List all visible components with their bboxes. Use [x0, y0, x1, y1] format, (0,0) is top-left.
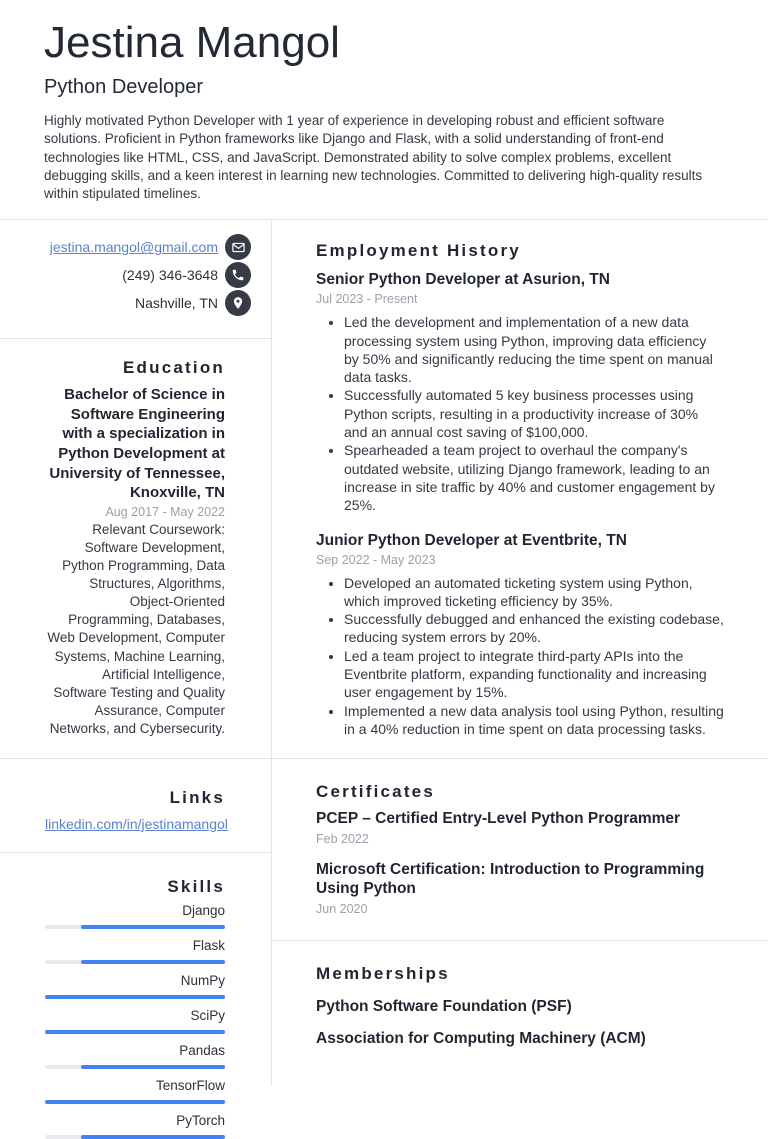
job-bullet: • Spearheaded a team project to overhaul the company's outdated website, utilizing Django framework, leading to an increase in site traffic by 40% and customer engagement by 25%.: [344, 441, 724, 514]
education-section: [0, 339, 271, 759]
candidate-job-title: Python Developer: [44, 76, 203, 99]
job-entry: [316, 531, 724, 739]
job-dates: Sep 2022 - May 2023: [316, 552, 436, 567]
membership-item: Python Software Foundation (PSF): [316, 997, 572, 1015]
employment-section: [272, 220, 768, 759]
certificate-title: Microsoft Certification: Introduction to Programming Using Python: [316, 860, 705, 898]
skill-item: [45, 1112, 225, 1139]
skill-item: [45, 972, 225, 999]
links-heading: Links: [169, 787, 225, 807]
job-entry: [316, 270, 724, 514]
mail-icon: [225, 234, 251, 260]
skill-fill: [45, 1100, 225, 1104]
education-dates: Aug 2017 - May 2022: [105, 504, 225, 519]
education-heading: Education: [123, 358, 225, 378]
skill-fill: [81, 925, 225, 929]
memberships-section: [272, 941, 768, 1072]
skills-list: [45, 902, 225, 1139]
skill-fill: [45, 995, 225, 999]
job-bullet: • Led a team project to integrate third-party APIs into the Eventbrite platform, expanding functionality and increasing user engagement by 15%.: [344, 647, 724, 702]
education-degree: Bachelor of Science in Software Engineering with a specialization in Python Development at University of Tennessee, Knoxville, TN: [49, 386, 225, 502]
sidebar: [0, 220, 272, 1128]
skill-item: [45, 1077, 225, 1104]
jobs-list: [316, 270, 724, 738]
skill-bar: [45, 1135, 225, 1139]
memberships-list: [316, 997, 724, 1048]
skill-label: PyTorch: [176, 1112, 225, 1128]
links-list: [45, 815, 228, 834]
skill-item: [45, 902, 225, 929]
skill-fill: [81, 1065, 225, 1069]
candidate-name: Jestina Mangol: [44, 18, 340, 67]
certificates-heading: Certificates: [316, 782, 435, 802]
certificate-entry: [316, 860, 724, 916]
skill-bar: [45, 1100, 225, 1104]
skill-label: NumPy: [180, 972, 225, 988]
skill-label: SciPy: [190, 1007, 225, 1023]
skill-fill: [81, 1135, 225, 1139]
location-text: Nashville, TN: [135, 295, 218, 312]
skill-bar: [45, 995, 225, 999]
phone-number: (249) 346-3648: [122, 267, 218, 284]
job-bullet: • Successfully debugged and enhanced the existing codebase, reducing system errors by 20%.: [344, 610, 724, 647]
email-link[interactable]: jestina.mangol@gmail.com: [49, 239, 218, 256]
job-bullet: • Developed an automated ticketing system using Python, which improved ticketing efficiency by 35%.: [344, 574, 724, 611]
linkedin-link[interactable]: linkedin.com/in/jestinamangol: [45, 815, 228, 832]
skill-item: [45, 937, 225, 964]
job-bullet-list: [316, 313, 724, 514]
skill-label: Django: [182, 902, 225, 918]
skill-label: Flask: [192, 937, 225, 953]
links-section: [0, 759, 271, 853]
skill-item: [45, 1042, 225, 1069]
location-pin-icon: [225, 290, 251, 316]
job-title: Senior Python Developer at Asurion, TN: [316, 271, 610, 289]
contact-section: [0, 220, 271, 339]
job-bullet: • Successfully automated 5 key business processes using Python scripts, resulting in a productivity increase of 30% and an annual cost saving of $100,000.: [344, 386, 724, 441]
profile-summary: Highly motivated Python Developer with 1 year of experience in developing robust and efficient software solutions. Proficient in Python frameworks like Django and Flask, with a solid understanding of front-end technologies like HTML, CSS, and JavaScript. Demonstrated ability to solve complex problems, excellent debugging skills, and a keen interest in learning new technologies. Committed to delivering high-quality results within stipulated timelines.: [44, 113, 703, 202]
skill-fill: [45, 1030, 225, 1034]
job-bullet-list: [316, 574, 724, 739]
skills-heading: Skills: [167, 876, 225, 896]
skill-fill: [81, 960, 225, 964]
phone-icon: [225, 262, 251, 288]
skill-bar: [45, 1030, 225, 1034]
skills-section: [0, 853, 271, 1139]
contact-row: [20, 290, 251, 316]
contact-row: [20, 234, 251, 260]
job-title: Junior Python Developer at Eventbrite, TN: [316, 531, 627, 549]
skill-bar: [45, 1065, 225, 1069]
skill-bar: [45, 925, 225, 929]
certificate-entry: [316, 809, 724, 846]
skill-label: TensorFlow: [155, 1077, 225, 1093]
job-bullet: • Implemented a new data analysis tool using Python, resulting in a 40% reduction in time spent on data processing tasks.: [344, 702, 724, 739]
contact-row: [20, 262, 251, 288]
resume-header: [0, 0, 768, 220]
employment-heading: Employment History: [316, 241, 521, 261]
resume-body: [0, 220, 768, 1128]
certificates-list: [316, 809, 724, 916]
memberships-heading: Memberships: [316, 963, 450, 983]
certificate-title: PCEP – Certified Entry-Level Python Programmer: [316, 810, 681, 828]
main-column: [272, 220, 768, 1086]
certificate-date: Feb 2022: [316, 831, 369, 846]
job-dates: Jul 2023 - Present: [316, 292, 418, 307]
skill-label: Pandas: [179, 1042, 225, 1058]
skill-item: [45, 1007, 225, 1034]
education-coursework: Relevant Coursework: Software Development, Python Programming, Data Structures, Algorithms, Object-Oriented Programming, Databases, Web Development, Computer Systems, Machine Learning, Artificial Intelligence, Software Testing and Quality Assurance, Computer Networks, and Cybersecurity.: [47, 521, 225, 736]
certificates-section: [272, 759, 768, 941]
skill-bar: [45, 960, 225, 964]
job-bullet: • Led the development and implementation of a new data processing system using Python, improving data efficiency by 50% and significantly reducing the time spent on manual data tasks.: [344, 313, 724, 386]
membership-item: Association for Computing Machinery (ACM): [316, 1029, 646, 1047]
contact-list: [20, 234, 251, 316]
certificate-date: Jun 2020: [316, 901, 368, 916]
